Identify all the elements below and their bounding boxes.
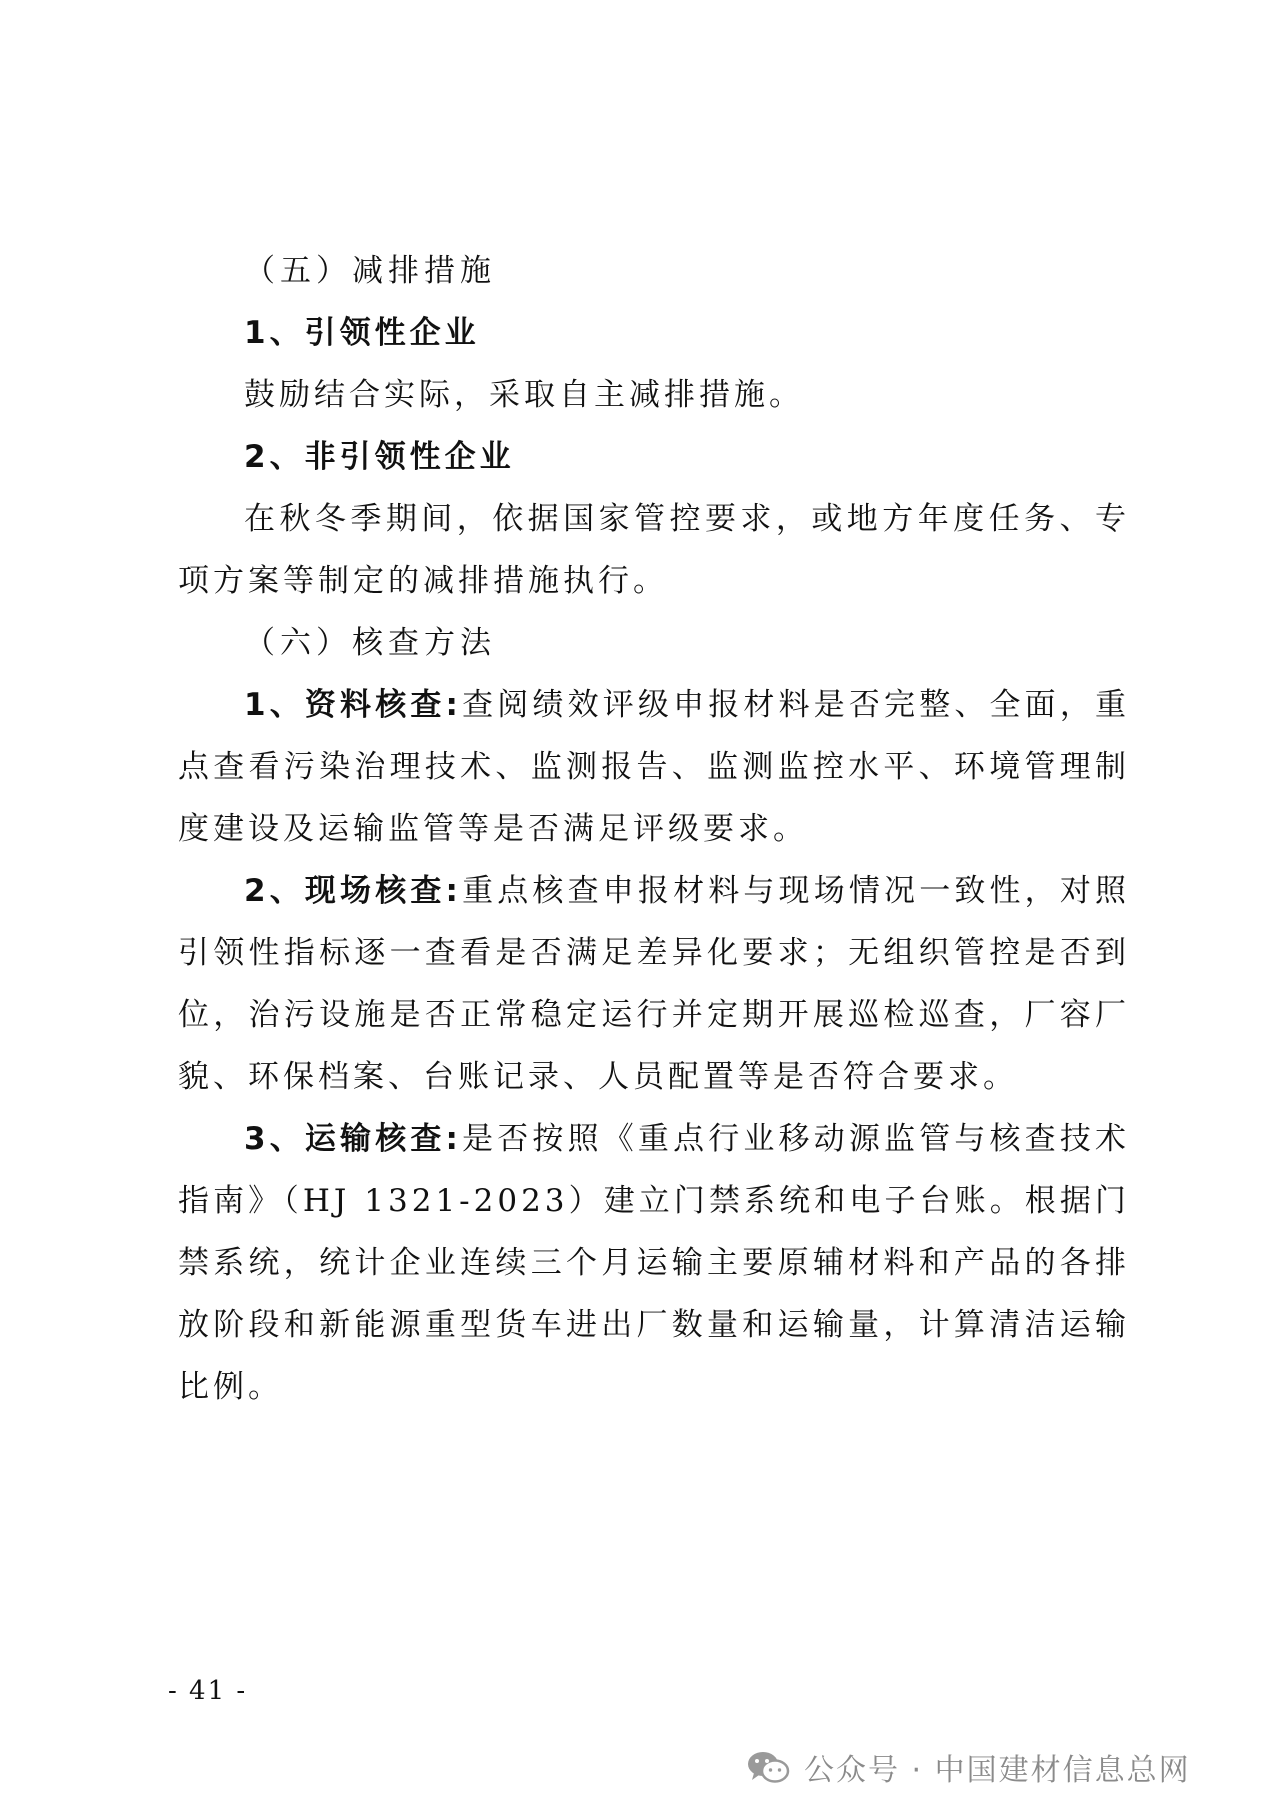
section-6-item-3 [178, 1108, 1130, 1418]
section-5-heading: （五）减排措施 [244, 253, 496, 289]
section-5-item-2-body: 在秋冬季期间，依据国家管控要求，或地方年度任务、专项方案等制定的减排措施执行。 [178, 501, 1130, 599]
section-6-item-3-body: 是否按照《重点行业移动源监管与核查技术指南》（HJ 1321-2023）建立门禁系统和电子台账。根据门禁系统，统计企业连续三个月运输主要原辅材料和产品的各排放阶段和新能源重型货车进出厂数量和运输量，计算清洁运输比例。 [178, 1121, 1130, 1405]
section-6-item-3-label: 3、运输核查: [244, 1121, 462, 1157]
section-6-heading: （六）核查方法 [244, 625, 496, 661]
page-number: - 41 - [168, 1676, 248, 1706]
watermark-text: 公众号 · 中国建材信息总网 [804, 1753, 1191, 1788]
section-6-item-2-body: 重点核查申报材料与现场情况一致性，对照引领性指标逐一查看是否满足差异化要求；无组织管控是否到位，治污设施是否正常稳定运行并定期开展巡检巡查，厂容厂貌、环保档案、台账记录、人员配置等是否符合要求。 [178, 873, 1130, 1095]
section-6-item-1-label: 1、资料核查: [244, 687, 462, 723]
document-body [178, 240, 1130, 1418]
section-5-item-1-title: 1、引领性企业 [244, 315, 480, 351]
section-5-item-2-title: 2、非引领性企业 [244, 439, 515, 475]
section-6-item-1 [178, 674, 1130, 860]
section-5-item-1-body: 鼓励结合实际，采取自主减排措施。 [244, 377, 804, 413]
section-6-item-2-label: 2、现场核查: [244, 873, 462, 909]
section-6-item-2 [178, 860, 1130, 1108]
section-6-item-1-body: 查阅绩效评级申报材料是否完整、全面，重点查看污染治理技术、监测报告、监测监控水平、环境管理制度建设及运输监管等是否满足评级要求。 [178, 687, 1130, 847]
wechat-icon [746, 1749, 790, 1785]
watermark [746, 1745, 1191, 1789]
